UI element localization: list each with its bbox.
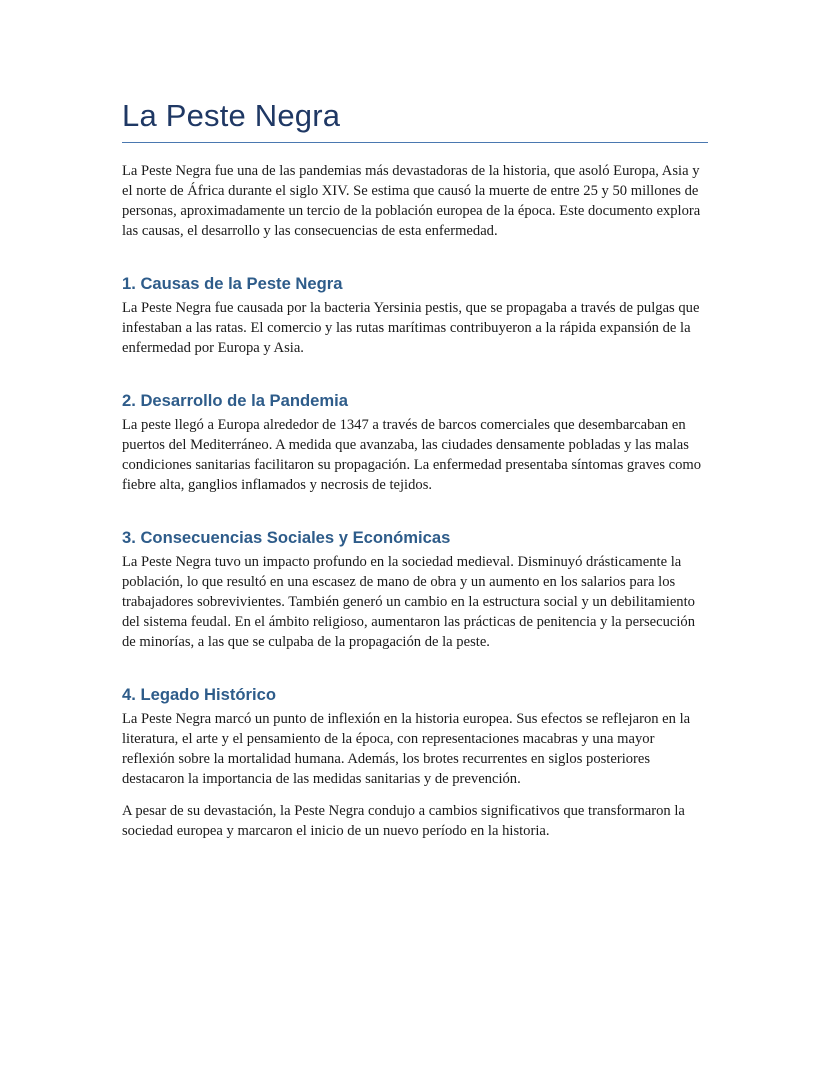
intro-paragraph: La Peste Negra fue una de las pandemias más devastadoras de la historia, que asoló Europa, Asia y el norte de África durante el siglo XIV. Se estima que causó la muerte de entre 25 y 50 millones de personas, aproximadamente un tercio de la población europea de la época. Este documento explora las causas, el desarrollo y las consecuencias de esta enfermedad. xyxy=(122,163,701,239)
section-paragraph: La peste llegó a Europa alrededor de 1347 a través de barcos comerciales que desembarcaban en puertos del Mediterráneo. A medida que avanzaba, las ciudades densamente pobladas y las malas condiciones sanitarias facilitaron su propagación. La enfermedad presentaba síntomas graves como fiebre alta, ganglios inflamados y necrosis de tejidos. xyxy=(122,417,702,493)
section-paragraph: La Peste Negra fue causada por la bacteria Yersinia pestis, que se propagaba a través de pulgas que infestaban a las ratas. El comercio y las rutas marítimas contribuyeron a la rápida expansión de la enfermedad por Europa y Asia. xyxy=(122,300,700,356)
document-title: La Peste Negra xyxy=(122,96,708,143)
section-legado xyxy=(122,684,708,841)
section-heading: 3. Consecuencias Sociales y Económicas xyxy=(122,528,451,547)
section-desarrollo xyxy=(122,390,708,495)
document-body xyxy=(122,96,708,841)
section-paragraph: La Peste Negra marcó un punto de inflexión en la historia europea. Sus efectos se reflejaron en la literatura, el arte y el pensamiento de la época, con representaciones macabras y una mayor reflexión sobre la mortalidad humana. Además, los brotes recurrentes en siglos posteriores destacaron la importancia de las medidas sanitarias y de prevención. xyxy=(122,711,691,787)
section-heading: 4. Legado Histórico xyxy=(122,685,276,704)
section-heading: 2. Desarrollo de la Pandemia xyxy=(122,391,348,410)
section-causas xyxy=(122,273,708,358)
closing-paragraph: A pesar de su devastación, la Peste Negra condujo a cambios significativos que transformaron la sociedad europea y marcaron el inicio de un nuevo período en la historia. xyxy=(122,803,685,839)
section-consecuencias xyxy=(122,527,708,652)
section-heading: 1. Causas de la Peste Negra xyxy=(122,274,343,293)
section-paragraph: La Peste Negra tuvo un impacto profundo en la sociedad medieval. Disminuyó drásticamente la población, lo que resultó en una escasez de mano de obra y un aumento en los salarios para los trabajadores sobrevivientes. También generó un cambio en la estructura social y un debilitamiento del sistema feudal. En el ámbito religioso, aumentaron las prácticas de penitencia y la persecución de minorías, a las que se culpaba de la propagación de la peste. xyxy=(122,554,695,650)
